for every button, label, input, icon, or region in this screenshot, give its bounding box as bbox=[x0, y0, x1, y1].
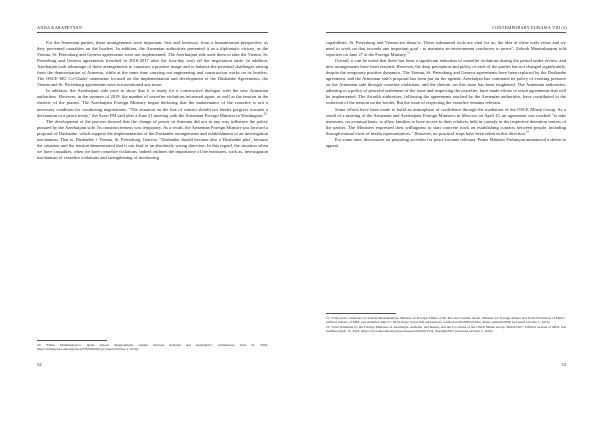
page-number: 52 bbox=[37, 362, 42, 367]
footnotes bbox=[326, 316, 566, 333]
paragraph: For the Armenian parties, these arrangements were important, first and foremost, from a humanitarian perspective, as they prevented casualties on the borders. In addition, the Armenian authorities presented it as a diplomatic victory, as the Vienna, St. Petersburg and Geneva agreements were not implemented. The Azerbaijani side used them to take the Vienna, St. Petersburg and Geneva agreements (reached in 2016-2017 after the four-day war) off the negotiation table. In addition, Azerbaijan took advantage of these arrangements to construct a positive image and to balance the potential challenges arising from the demonstration of Armenia, while at the same time carrying out engineering and construction works on its borders. The OSCE MG Co-Chairs' statements focused on the implementation and development of the Dushanbe Agreements, the Vienna and St. Petersburg agreements were not mentioned any more. bbox=[37, 40, 268, 88]
header-rule bbox=[37, 32, 268, 33]
paragraph: Overall, it can be noted that there has been a significant reduction of ceasefire violations during the period under review, and new arrangements have been reached. However, the deep perception and policy of each of the parties has not changed significantly, despite the temporary positive dynamics. The Vienna, St. Petersburg and Geneva agreements have been replaced by the Dushanbe agreement, and the Armenian side's proposal has been put on the agenda. Azerbaijan has continued its policy of exerting pressure on the Armenian side through ceasefire violations, and the rhetoric on this issue has been toughened. The Armenian authorities, adhering to a policy of peaceful settlement of the issue and respecting the ceasefire, have made efforts to reach agreements that will be implemented. The Artsakh authorities, following the agreements reached by the Armenian authorities, have contributed to the reduction of the tension on the border. But the issue of respecting the ceasefire remains relevant. bbox=[326, 58, 566, 106]
running-head-journal: CONTEMPORARY EURASIA VIII (2) bbox=[492, 25, 567, 30]
page-number: 53 bbox=[561, 362, 566, 367]
paragraph: For some time, discussions on preparing societies for peace became relevant. Prime Minister Pashinyan announced a desire to appeal bbox=[326, 136, 566, 148]
body-text bbox=[37, 40, 268, 161]
footnote-ref: 21 bbox=[407, 50, 411, 55]
paragraph: Some efforts have been made to build an atmosphere of confidence through the mediation of the OSCE Minsk Group. As a result of a meeting of the Armenian and Azerbaijani Foreign Ministers in Moscow on April 15, an agreement was reached "to take measures, on a mutual basis, to allow families to have access to their relatives held in custody in the respective detention centers of the parties. The Ministers expressed their willingness to start concrete work on establishing contacts between people, including through mutual visits of media representatives." However, no practical steps have been taken in this direction.$^{22}$ bbox=[326, 106, 566, 136]
paragraph: capabilities. St. Petersburg and Vienna are about it. These substantial tools are vital for us, the idea of these tools exists and we need to work on that towards one important goal - to maintain an environment conducive to peace", Zohrab Mnatsakanyan told reporters on June 27 at the Foreign Ministry.$^{21}$ bbox=[326, 40, 566, 58]
paragraph: The development of the process showed that the change of power in Armenia did not in any way influence the policy pursued by the Azerbaijani side. Its constructiveness was temporary. As a result, the Armenian Foreign Ministry put forward a proposal of Dushanbe, which suppose the implementation of the Dushanbe arrangements and establishment of an investigation mechanism. That is, Dushanbe + Vienna, St. Petersburg, Geneva. "Dushanbe should become also a 'Dushanbe plus', because the situation and the tension demonstrated that it can lead to an absolutely wrong direction. In this regard, the situation when we have casualties, when we have ceasefire violations, indeed outlines the importance of the measures, such as, investigation mechanism of ceasefire violations and strengthening of monitoring bbox=[37, 118, 268, 160]
footnote: 20 "Elmar Mammadyarov: Quite serious disagreements remain between Armenia and Azerbaijan", Armenpress, June 21, 2019, https://armenpress.am/eng/news/978598.html (accessed October 1, 2019). bbox=[37, 343, 268, 352]
footnote-ref: 22 bbox=[525, 129, 529, 134]
footnote: 22 "Joint Statement by the Foreign Ministers of Azerbaijan, Armenia, and Russia, and the Co-Chairs of the OSCE Minsk Group, MOSCOW", Official website of MFA, last modified April 15, 2019, https://www.mfa.am/en/press-releases/2019/04/15/ik_meeting/9391 (accessed October 1, 2019). bbox=[326, 324, 566, 334]
body-text bbox=[326, 40, 566, 149]
footnote-rule bbox=[326, 313, 396, 314]
right-page bbox=[300, 0, 600, 424]
running-head-author: ANNA KARAPETYAN bbox=[37, 25, 83, 30]
footnote-ref: 20 bbox=[263, 111, 267, 116]
header-rule bbox=[326, 32, 566, 33]
paragraph: In addition, the Azerbaijani side tried to show that it is ready for a constructive dialogue with the new Armenian authorities. However, in the summer of 2019, the number of ceasefire violations increased again, as well as the tension in the rhetoric of the parties. The Azerbaijani Foreign Ministry began declaring that the maintenance of the ceasefire is not a necessary condition for conducting negotiations. "The situation on the line of contact should not hinder progress towards a declaration or a peace treaty," the Azeri FM said after a June 21 meeting with the Armenian Foreign Minister in Washington.$^{20}$ bbox=[37, 88, 268, 118]
footnote: 21 "Joint press conference of Zohrab Mnatsakanyan, Minister of Foreign Affairs of the RA and Carmelo Abela, Minister for Foreign Affairs and Trade Promotion of Malta", Official website of MFA, last modified June 27, 2019, https://www.mfa.am/en/press-conference/2019/06/27/mfa_Malta_minister/9630 (accessed October 1, 2019). bbox=[326, 316, 566, 325]
footnote-rule bbox=[37, 340, 107, 341]
footnotes bbox=[37, 343, 268, 352]
